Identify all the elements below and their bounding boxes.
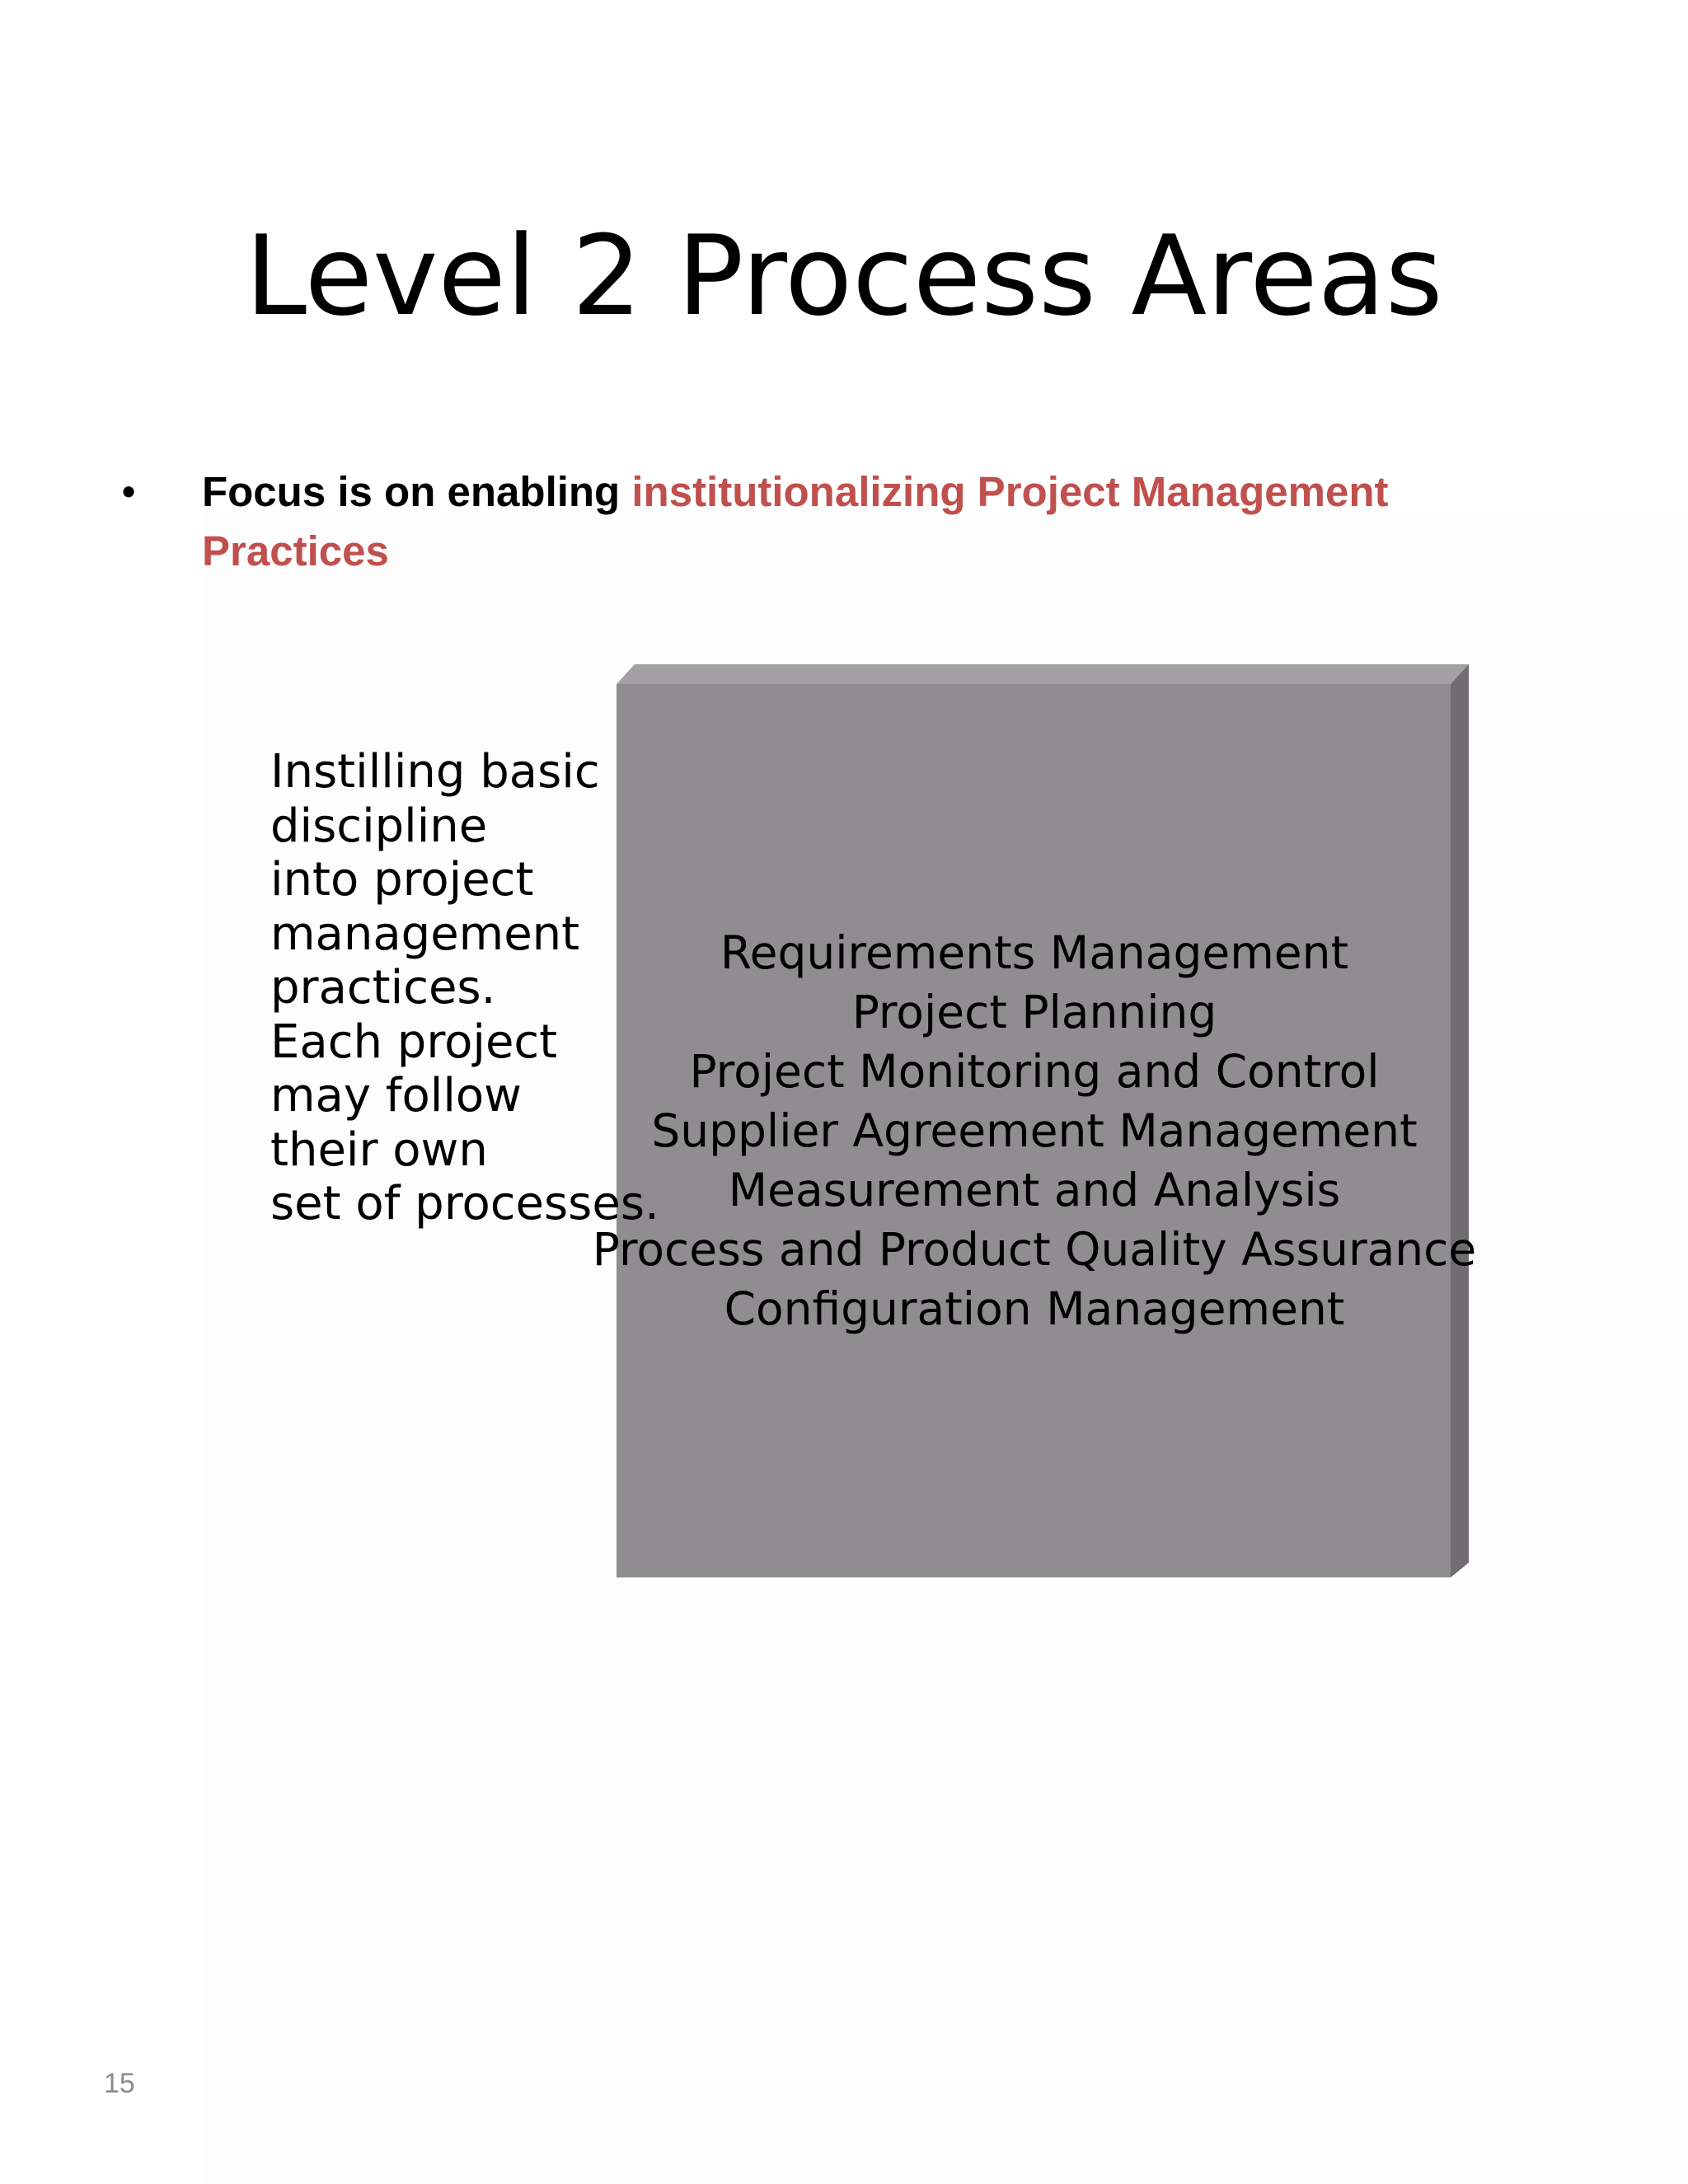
bullet-text-highlight: institutionalizing Project Management Practices: [202, 468, 1389, 574]
box-top-bevel: [617, 664, 1469, 684]
description-line: management: [270, 907, 580, 961]
process-area-item: Project Monitoring and Control: [689, 1045, 1380, 1098]
slide-title: Level 2 Process Areas: [245, 212, 1443, 340]
bullet-text: [202, 462, 1455, 581]
description-line: Each project: [270, 1015, 558, 1069]
level-description: [270, 745, 699, 1231]
bullet-text-prefix: Focus is on enabling: [202, 468, 632, 515]
process-area-list: [577, 923, 1492, 1338]
process-area-item: Process and Product Quality Assurance: [592, 1223, 1477, 1276]
process-area-item: Configuration Management: [724, 1282, 1345, 1335]
process-area-item: Supplier Agreement Management: [651, 1104, 1418, 1157]
process-area-item: Measurement and Analysis: [728, 1164, 1341, 1216]
description-line: set of processes.: [270, 1177, 659, 1230]
description-line: their own: [270, 1122, 488, 1177]
description-line: into project: [270, 853, 534, 907]
bullet-point-icon: •: [122, 470, 136, 513]
page-number: 15: [104, 2068, 135, 2099]
description-line: discipline: [270, 799, 488, 853]
process-area-item: Project Planning: [851, 986, 1217, 1038]
description-line: Instilling basic: [270, 745, 600, 799]
process-area-item: Requirements Management: [720, 926, 1349, 979]
description-line: may follow: [270, 1069, 522, 1122]
description-line: practices.: [270, 961, 496, 1015]
